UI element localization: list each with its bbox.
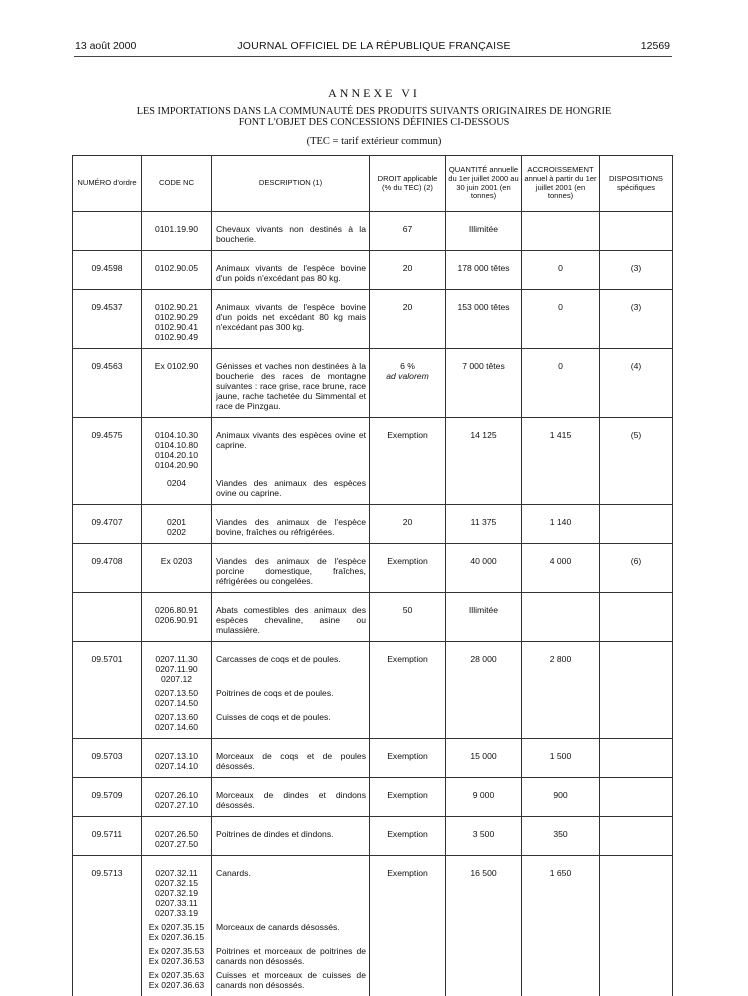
row-description <box>212 212 370 251</box>
code-item: Ex 0207.36.15 <box>142 932 211 942</box>
table-row <box>73 593 673 642</box>
code-item: 0207.13.10 <box>142 751 211 761</box>
code-item: 0207.14.60 <box>142 722 211 732</box>
row-accroissement: 1 650 <box>522 856 600 996</box>
header-journal-title: JOURNAL OFFICIEL DE LA RÉPUBLIQUE FRANÇAISE <box>0 40 748 52</box>
code-group <box>142 751 211 771</box>
row-quantite: 15 000 <box>446 739 522 778</box>
description-group: Génisses et vaches non destinées à la boucherie des races de montagne suivantes : race grise, race brune, race jaune, rache tachetée du Simmental et race de Pinzgau. <box>216 361 366 411</box>
code-item: 0207.13.50 <box>142 688 211 698</box>
table-row <box>73 817 673 856</box>
code-group <box>142 263 211 273</box>
row-accroissement: 0 <box>522 349 600 418</box>
row-code-nc <box>142 817 212 856</box>
droit-value: Exemption <box>370 790 445 800</box>
row-dispositions <box>600 642 673 739</box>
row-dispositions <box>600 856 673 996</box>
row-accroissement: 0 <box>522 290 600 349</box>
code-item: 0207.32.15 <box>142 878 211 888</box>
row-accroissement: 0 <box>522 251 600 290</box>
code-item: 0207.11.90 <box>142 664 211 674</box>
row-description <box>212 349 370 418</box>
col-header-droit: DROIT applicable (% du TEC) (2) <box>370 156 446 212</box>
row-dispositions <box>600 739 673 778</box>
row-numero: 09.4598 <box>73 251 142 290</box>
table-row <box>73 349 673 418</box>
droit-value: 20 <box>370 302 445 312</box>
row-quantite: Illimitée <box>446 593 522 642</box>
title-line-2: FONT L'OBJET DES CONCESSIONS DÉFINIES CI-DESSOUS <box>0 117 748 128</box>
row-numero <box>73 212 142 251</box>
row-dispositions <box>600 505 673 544</box>
row-dispositions <box>600 212 673 251</box>
row-dispositions: (6) <box>600 544 673 593</box>
row-quantite: 178 000 têtes <box>446 251 522 290</box>
row-description <box>212 505 370 544</box>
col-header-numero: NUMÉRO d'ordre <box>73 156 142 212</box>
row-droit <box>370 290 446 349</box>
description-group: Carcasses de coqs et de poules. <box>216 654 366 684</box>
code-item: 0207.33.19 <box>142 908 211 918</box>
code-item: 0207.11.30 <box>142 654 211 664</box>
code-item: 0207.14.10 <box>142 761 211 771</box>
row-code-nc <box>142 212 212 251</box>
row-numero: 09.4575 <box>73 418 142 505</box>
code-item: Ex 0102.90 <box>142 361 211 371</box>
row-description <box>212 642 370 739</box>
droit-value: 6 % <box>370 361 445 371</box>
row-quantite: 9 000 <box>446 778 522 817</box>
title-line-1: LES IMPORTATIONS DANS LA COMMUNAUTÉ DES PRODUITS SUIVANTS ORIGINAIRES DE HONGRIE <box>0 106 748 117</box>
row-description <box>212 739 370 778</box>
description-group: Poitrines de coqs et de poules. <box>216 688 366 708</box>
row-droit <box>370 251 446 290</box>
code-item: 0207.32.11 <box>142 868 211 878</box>
code-item: 0207.27.50 <box>142 839 211 849</box>
droit-value: Exemption <box>370 868 445 878</box>
code-item: 0207.26.10 <box>142 790 211 800</box>
description-group: Canards. <box>216 868 366 918</box>
code-group <box>142 556 211 566</box>
row-accroissement: 900 <box>522 778 600 817</box>
row-code-nc <box>142 418 212 505</box>
row-accroissement: 1 500 <box>522 739 600 778</box>
description-group: Poitrines et morceaux de poitrines de canards non désossés. <box>216 946 366 966</box>
header-rule <box>74 56 672 57</box>
row-code-nc <box>142 349 212 418</box>
table-row <box>73 418 673 505</box>
code-item: 0104.10.30 <box>142 430 211 440</box>
row-quantite: 11 375 <box>446 505 522 544</box>
table-row <box>73 505 673 544</box>
code-item: 0201 <box>142 517 211 527</box>
code-group <box>142 970 211 990</box>
row-description <box>212 856 370 996</box>
droit-value: Exemption <box>370 829 445 839</box>
code-item: 0206.80.91 <box>142 605 211 615</box>
description-group: Poitrines de dindes et dindons. <box>216 829 366 839</box>
description-group: Viandes des animaux de l'espèce bovine, fraîches ou réfrigérées. <box>216 517 366 537</box>
row-numero: 09.5711 <box>73 817 142 856</box>
code-group <box>142 790 211 810</box>
row-code-nc <box>142 856 212 996</box>
code-item: 0102.90.21 <box>142 302 211 312</box>
row-accroissement: 4 000 <box>522 544 600 593</box>
description-group: Animaux vivants des espèces ovine et caprine. <box>216 430 366 478</box>
code-item: 0104.20.10 <box>142 450 211 460</box>
row-description <box>212 593 370 642</box>
code-item: Ex 0207.35.53 <box>142 946 211 956</box>
table-row <box>73 778 673 817</box>
code-group <box>142 478 211 488</box>
code-item: 0104.20.90 <box>142 460 211 470</box>
row-droit <box>370 778 446 817</box>
col-header-dispositions: DISPOSITIONS spécifiques <box>600 156 673 212</box>
row-quantite: Illimitée <box>446 212 522 251</box>
col-header-description: DESCRIPTION (1) <box>212 156 370 212</box>
description-group: Morceaux de dindes et dindons désossés. <box>216 790 366 810</box>
row-code-nc <box>142 251 212 290</box>
description-group: Animaux vivants de l'espèce bovine d'un poids n'excédant pas 80 kg. <box>216 263 366 283</box>
row-droit <box>370 739 446 778</box>
row-code-nc <box>142 642 212 739</box>
row-dispositions <box>600 593 673 642</box>
code-item: 0206.90.91 <box>142 615 211 625</box>
row-description <box>212 251 370 290</box>
row-dispositions: (3) <box>600 290 673 349</box>
droit-value: Exemption <box>370 430 445 440</box>
row-description <box>212 817 370 856</box>
row-code-nc <box>142 593 212 642</box>
droit-note: ad valorem <box>370 371 445 381</box>
code-item: 0104.10.80 <box>142 440 211 450</box>
table-row <box>73 642 673 739</box>
description-group: Cuisses et morceaux de cuisses de canards non désossés. <box>216 970 366 990</box>
code-item: 0207.12 <box>142 674 211 684</box>
code-item: Ex 0207.36.63 <box>142 980 211 990</box>
code-group <box>142 430 211 478</box>
row-accroissement: 2 800 <box>522 642 600 739</box>
concessions-table <box>72 155 673 996</box>
table-header-row <box>73 156 673 212</box>
code-item: 0101.19.90 <box>142 224 211 234</box>
code-group <box>142 712 211 732</box>
row-droit <box>370 817 446 856</box>
code-item: 0207.27.10 <box>142 800 211 810</box>
code-item: Ex 0207.35.63 <box>142 970 211 980</box>
description-group: Animaux vivants de l'espèce bovine d'un poids net excédant 80 kg mais n'excédant pas 300 kg. <box>216 302 366 332</box>
code-group <box>142 868 211 918</box>
row-quantite: 28 000 <box>446 642 522 739</box>
row-dispositions <box>600 817 673 856</box>
row-description <box>212 290 370 349</box>
page-header <box>0 40 748 56</box>
droit-value: 67 <box>370 224 445 234</box>
code-item: Ex 0203 <box>142 556 211 566</box>
row-description <box>212 418 370 505</box>
row-numero: 09.4537 <box>73 290 142 349</box>
droit-value: Exemption <box>370 654 445 664</box>
description-group: Morceaux de coqs et de poules désossés. <box>216 751 366 771</box>
row-accroissement <box>522 593 600 642</box>
document-title <box>0 106 748 128</box>
table-row <box>73 290 673 349</box>
code-group <box>142 922 211 942</box>
row-dispositions <box>600 778 673 817</box>
table-body <box>73 212 673 996</box>
row-droit <box>370 856 446 996</box>
row-numero <box>73 593 142 642</box>
description-group: Viandes des animaux de l'espèce porcine domestique, fraîches, réfrigérées ou congelées. <box>216 556 366 586</box>
droit-value: Exemption <box>370 556 445 566</box>
table-row <box>73 544 673 593</box>
row-dispositions: (5) <box>600 418 673 505</box>
code-item: 0102.90.41 <box>142 322 211 332</box>
code-item: 0202 <box>142 527 211 537</box>
code-item: 0102.90.49 <box>142 332 211 342</box>
col-header-quantite: QUANTITÉ annuelle du 1er juillet 2000 au 30 juin 2001 (en tonnes) <box>446 156 522 212</box>
col-header-code: CODE NC <box>142 156 212 212</box>
code-group <box>142 688 211 708</box>
row-numero: 09.5703 <box>73 739 142 778</box>
row-droit <box>370 505 446 544</box>
code-group <box>142 361 211 371</box>
document-subtitle: (TEC = tarif extérieur commun) <box>0 136 748 147</box>
row-numero: 09.4707 <box>73 505 142 544</box>
row-description <box>212 778 370 817</box>
row-code-nc <box>142 739 212 778</box>
row-numero: 09.5701 <box>73 642 142 739</box>
row-numero: 09.5709 <box>73 778 142 817</box>
code-item: 0207.14.50 <box>142 698 211 708</box>
row-droit <box>370 642 446 739</box>
row-code-nc <box>142 544 212 593</box>
header-date: 13 août 2000 <box>75 40 136 52</box>
code-item: 0207.33.11 <box>142 898 211 908</box>
description-group: Chevaux vivants non destinés à la boucherie. <box>216 224 366 244</box>
row-accroissement: 1 140 <box>522 505 600 544</box>
row-droit <box>370 544 446 593</box>
row-droit <box>370 212 446 251</box>
row-code-nc <box>142 778 212 817</box>
row-code-nc <box>142 290 212 349</box>
code-group <box>142 224 211 234</box>
droit-value: 20 <box>370 517 445 527</box>
row-quantite: 3 500 <box>446 817 522 856</box>
table-row <box>73 251 673 290</box>
row-droit <box>370 593 446 642</box>
code-item: 0102.90.05 <box>142 263 211 273</box>
code-item: 0204 <box>142 478 211 488</box>
code-group <box>142 654 211 684</box>
row-quantite: 40 000 <box>446 544 522 593</box>
row-accroissement <box>522 212 600 251</box>
code-item: Ex 0207.35.15 <box>142 922 211 932</box>
row-quantite: 7 000 têtes <box>446 349 522 418</box>
row-quantite: 153 000 têtes <box>446 290 522 349</box>
row-numero: 09.4708 <box>73 544 142 593</box>
description-group: Viandes des animaux des espèces ovine ou caprine. <box>216 478 366 498</box>
code-item: 0207.32.19 <box>142 888 211 898</box>
row-code-nc <box>142 505 212 544</box>
description-group: Abats comestibles des animaux des espèces chevaline, asine ou mulassière. <box>216 605 366 635</box>
row-numero: 09.5713 <box>73 856 142 996</box>
code-item: 0207.13.60 <box>142 712 211 722</box>
code-group <box>142 302 211 342</box>
row-quantite: 14 125 <box>446 418 522 505</box>
code-group <box>142 946 211 966</box>
header-page-number: 12569 <box>641 40 670 52</box>
table-row <box>73 856 673 996</box>
annexe-heading: ANNEXE VI <box>0 86 748 101</box>
row-accroissement: 350 <box>522 817 600 856</box>
table-row <box>73 212 673 251</box>
droit-value: Exemption <box>370 751 445 761</box>
droit-value: 50 <box>370 605 445 615</box>
table-row <box>73 739 673 778</box>
row-dispositions: (4) <box>600 349 673 418</box>
row-accroissement: 1 415 <box>522 418 600 505</box>
col-header-accroissement: ACCROISSEMENT annuel à partir du 1er juillet 2001 (en tonnes) <box>522 156 600 212</box>
row-quantite: 16 500 <box>446 856 522 996</box>
droit-value: 20 <box>370 263 445 273</box>
code-group <box>142 517 211 537</box>
code-item: Ex 0207.36.53 <box>142 956 211 966</box>
row-numero: 09.4563 <box>73 349 142 418</box>
description-group: Morceaux de canards désossés. <box>216 922 366 942</box>
code-group <box>142 829 211 849</box>
row-droit <box>370 349 446 418</box>
code-group <box>142 605 211 625</box>
code-item: 0207.26.50 <box>142 829 211 839</box>
row-droit <box>370 418 446 505</box>
description-group: Cuisses de coqs et de poules. <box>216 712 366 732</box>
code-item: 0102.90.29 <box>142 312 211 322</box>
row-description <box>212 544 370 593</box>
row-dispositions: (3) <box>600 251 673 290</box>
